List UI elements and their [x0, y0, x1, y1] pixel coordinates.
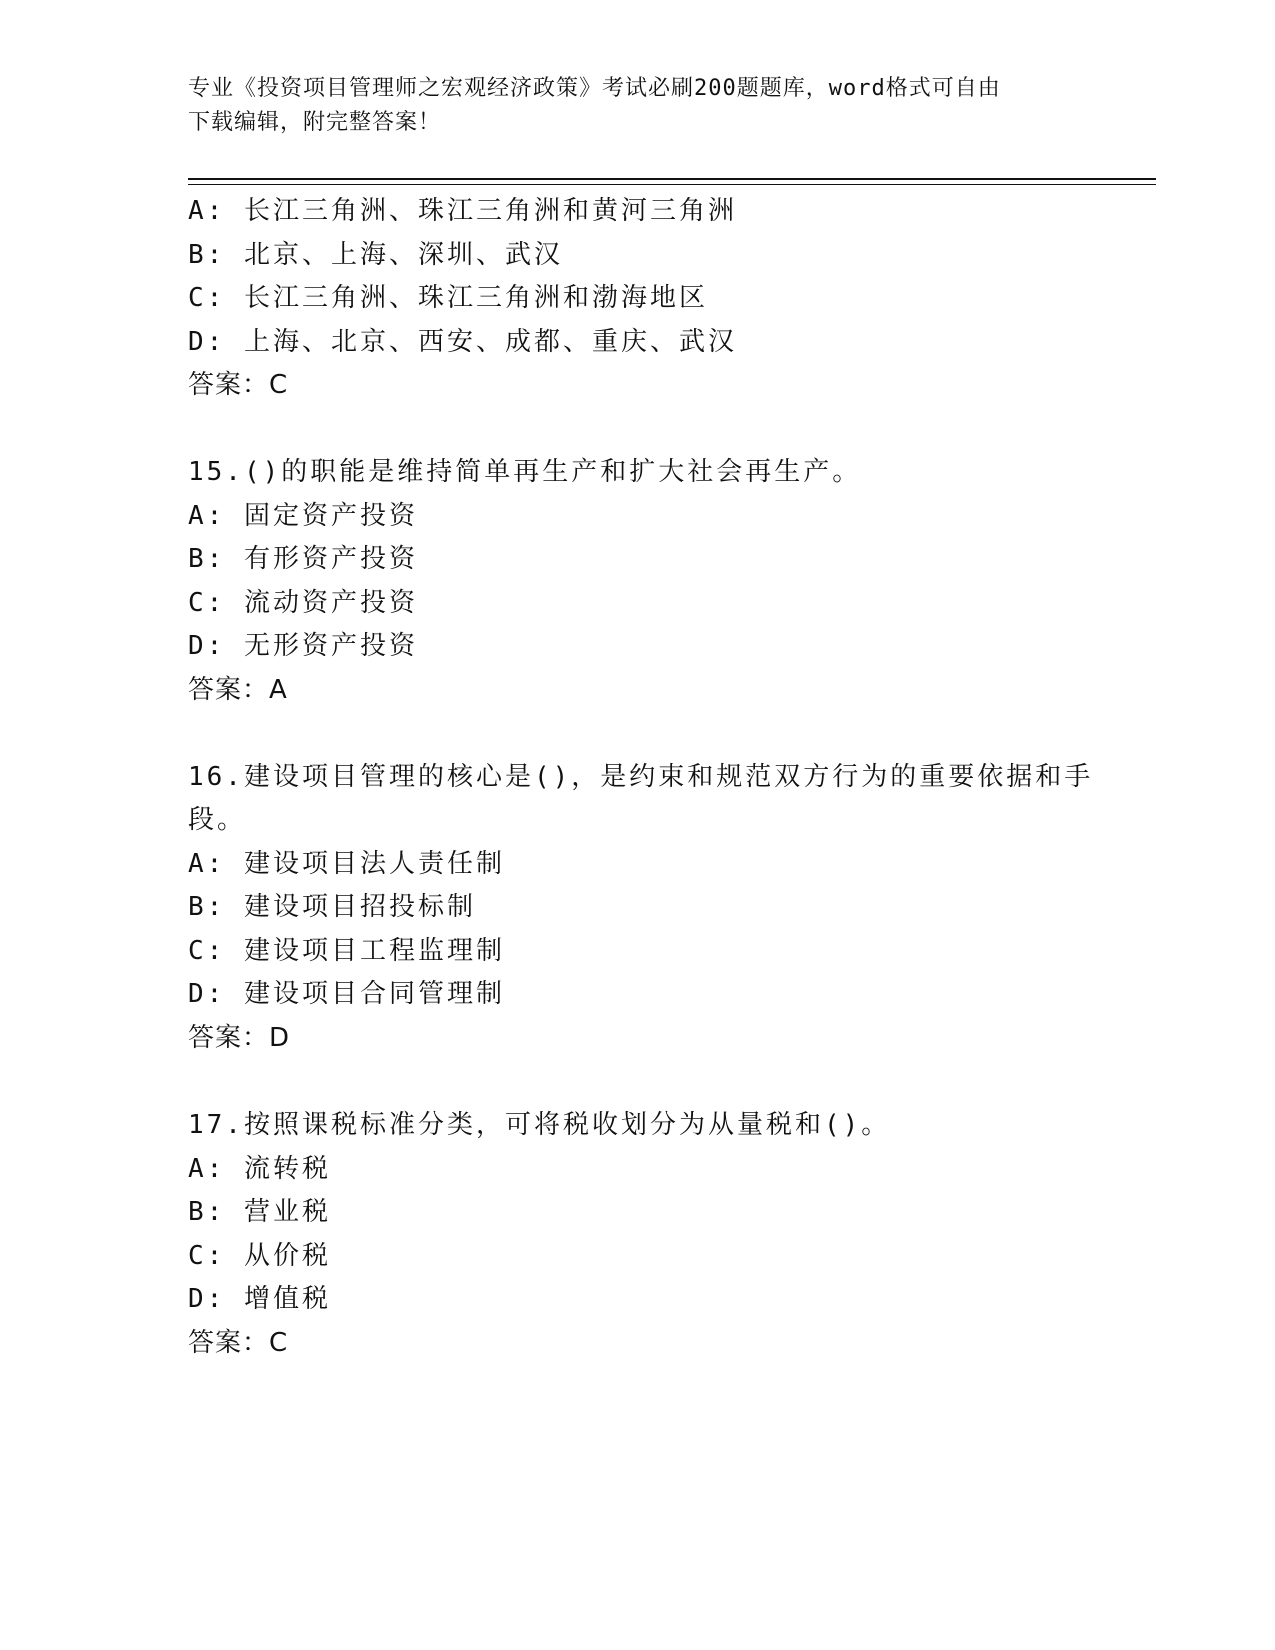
q17-option-b: B: 营业税: [188, 1197, 331, 1227]
q16-option-a: A: 建设项目法人责任制: [188, 849, 505, 879]
q14-option-a: A: 长江三角洲、珠江三角洲和黄河三角洲: [188, 196, 737, 226]
q16-stem-line-1: 16.建设项目管理的核心是()，是约束和规范双方行为的重要依据和手: [188, 762, 1094, 792]
q17-option-c: C: 从价税: [188, 1241, 331, 1271]
q15-option-a: A: 固定资产投资: [188, 501, 418, 531]
header-divider-thick: [188, 178, 1156, 180]
q15-answer: 答案：A: [188, 675, 288, 705]
q15-option-b: B: 有形资产投资: [188, 544, 418, 574]
q15-option-c: C: 流动资产投资: [188, 588, 418, 618]
q16-option-c: C: 建设项目工程监理制: [188, 936, 505, 966]
q16-stem-line-2: 段。: [188, 805, 247, 835]
q17-stem: 17.按照课税标准分类，可将税收划分为从量税和()。: [188, 1110, 891, 1140]
q17-answer: 答案：C: [188, 1328, 289, 1358]
q14-option-c: C: 长江三角洲、珠江三角洲和渤海地区: [188, 283, 708, 313]
header-line-1: 专业《投资项目管理师之宏观经济政策》考试必刷200题题库，word格式可自由: [188, 76, 1001, 101]
q15-stem: 15.()的职能是维持简单再生产和扩大社会再生产。: [188, 457, 862, 487]
q17-option-a: A: 流转税: [188, 1154, 331, 1184]
header-line-2: 下载编辑，附完整答案！: [188, 110, 442, 135]
q14-option-b: B: 北京、上海、深圳、武汉: [188, 240, 563, 270]
header-divider-thin: [188, 184, 1156, 185]
q16-answer: 答案：D: [188, 1023, 291, 1053]
q16-option-d: D: 建设项目合同管理制: [188, 979, 505, 1009]
q14-answer: 答案：C: [188, 370, 289, 400]
q17-option-d: D: 增值税: [188, 1284, 331, 1314]
q14-option-d: D: 上海、北京、西安、成都、重庆、武汉: [188, 327, 737, 357]
q16-option-b: B: 建设项目招投标制: [188, 892, 476, 922]
document-header: [188, 72, 1068, 140]
q15-option-d: D: 无形资产投资: [188, 631, 418, 661]
